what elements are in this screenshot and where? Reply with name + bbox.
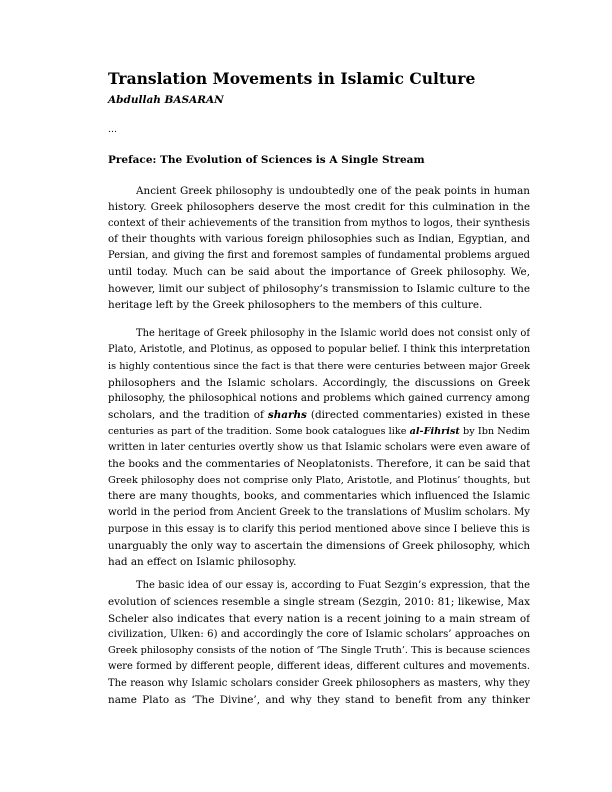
paragraph-line: purpose in this essay is to clarify this period mentioned above since I believe this is	[108, 523, 530, 535]
paragraph-line: Greek philosophy does not comprise only Plato, Aristotle, and Plotinus’ thoughts, but	[108, 474, 530, 486]
paragraph-line: Scheler also indicates that every nation is a recent joining to a main stream of	[108, 612, 530, 625]
line-segment: (directed commentaries) existed in these	[310, 409, 530, 422]
paragraph-line: were formed by different people, different ideas, different cultures and movements.	[108, 661, 530, 673]
ellipsis-marker: …	[108, 125, 117, 135]
paragraph-line: civilization, Ulken: 6) and accordingly the core of Islamic scholars’ approaches on	[108, 628, 530, 640]
paragraph-line: The heritage of Greek philosophy in the Islamic world does not consist only of	[136, 328, 530, 339]
sharhs-term: sharhs	[267, 409, 307, 422]
paragraph-line: there are many thoughts, books, and commentaries which influenced the Islamic	[108, 490, 530, 502]
paragraph-3	[108, 578, 530, 708]
paragraph-line: Plato, Aristotle, and Plotinus, as opposed to popular belief. I think this interpretation	[108, 344, 530, 356]
paragraph-line: evolution of sciences resemble a single stream (Sezgin, 2010: 81; likewise, Max	[108, 596, 530, 609]
section-heading: Preface: The Evolution of Sciences is A Single Stream	[108, 154, 425, 166]
paragraph-line: written in later centuries overtly show us that Islamic scholars were even aware of	[108, 442, 530, 454]
document-title: Translation Movements in Islamic Culture	[108, 69, 476, 88]
paragraph-line: the books and the commentaries of Neoplatonists. Therefore, it can be said that	[108, 458, 530, 471]
paragraph-line: context of their achievements of the transition from mythos to logos, their synthesis	[108, 217, 530, 229]
paragraph-line	[108, 407, 530, 423]
paragraph-line: Persian, and giving the first and foremost samples of fundamental problems argued	[108, 250, 530, 262]
paragraph-line: The reason why Islamic scholars consider Greek philosophers as masters, why they	[108, 677, 530, 689]
paragraph-line: had an effect on Islamic philosophy.	[108, 556, 297, 569]
paragraph-line: The basic idea of our essay is, according to Fuat Sezgin’s expression, that the	[136, 580, 530, 591]
paragraph-line: of their thoughts with various foreign philosophies such as Indian, Egyptian, and	[108, 233, 530, 245]
paragraph-line: however, limit our subject of philosophy’s transmission to Islamic culture to the	[108, 282, 530, 295]
paragraph-line: unarguably the only way to ascertain the dimensions of Greek philosophy, which	[108, 539, 530, 552]
paragraph-2	[108, 326, 530, 570]
paragraph-line: heritage left by the Greek philosophers to the members of this culture.	[108, 299, 483, 312]
paragraph-line: history. Greek philosophers deserve the most credit for this culmination in the	[108, 201, 530, 214]
paragraph-1	[108, 183, 530, 313]
paragraph-line: Greek philosophy consists of the notion of ‘The Single Truth’. This is because sciences	[108, 645, 530, 657]
paragraph-line: philosophy, the philosophical notions and problems which gained currency among	[108, 393, 530, 405]
paragraph-line: name Plato as ‘The Divine’, and why they stand to benefit from any thinker	[108, 694, 530, 707]
paragraph-line: until today. Much can be said about the importance of Greek philosophy. We,	[108, 266, 530, 279]
line-segment: scholars, and the tradition of	[108, 409, 264, 422]
paragraph-line: world in the period from Ancient Greek to the translations of Muslim scholars. My	[108, 507, 530, 519]
author-name: Abdullah BASARAN	[108, 94, 224, 106]
line-segment: by Ibn Nedim	[463, 425, 530, 437]
paragraph-line	[108, 424, 530, 440]
paragraph-line: is highly contentious since the fact is that there were centuries between major Greek	[108, 360, 530, 372]
paragraph-line: Ancient Greek philosophy is undoubtedly one of the peak points in human	[136, 185, 530, 197]
al-fihrist-title: al-Fihrist	[409, 425, 460, 437]
paragraph-line: philosophers and the Islamic scholars. Accordingly, the discussions on Greek	[108, 376, 530, 389]
line-segment: centuries as part of the tradition. Some book catalogues like	[108, 425, 407, 437]
